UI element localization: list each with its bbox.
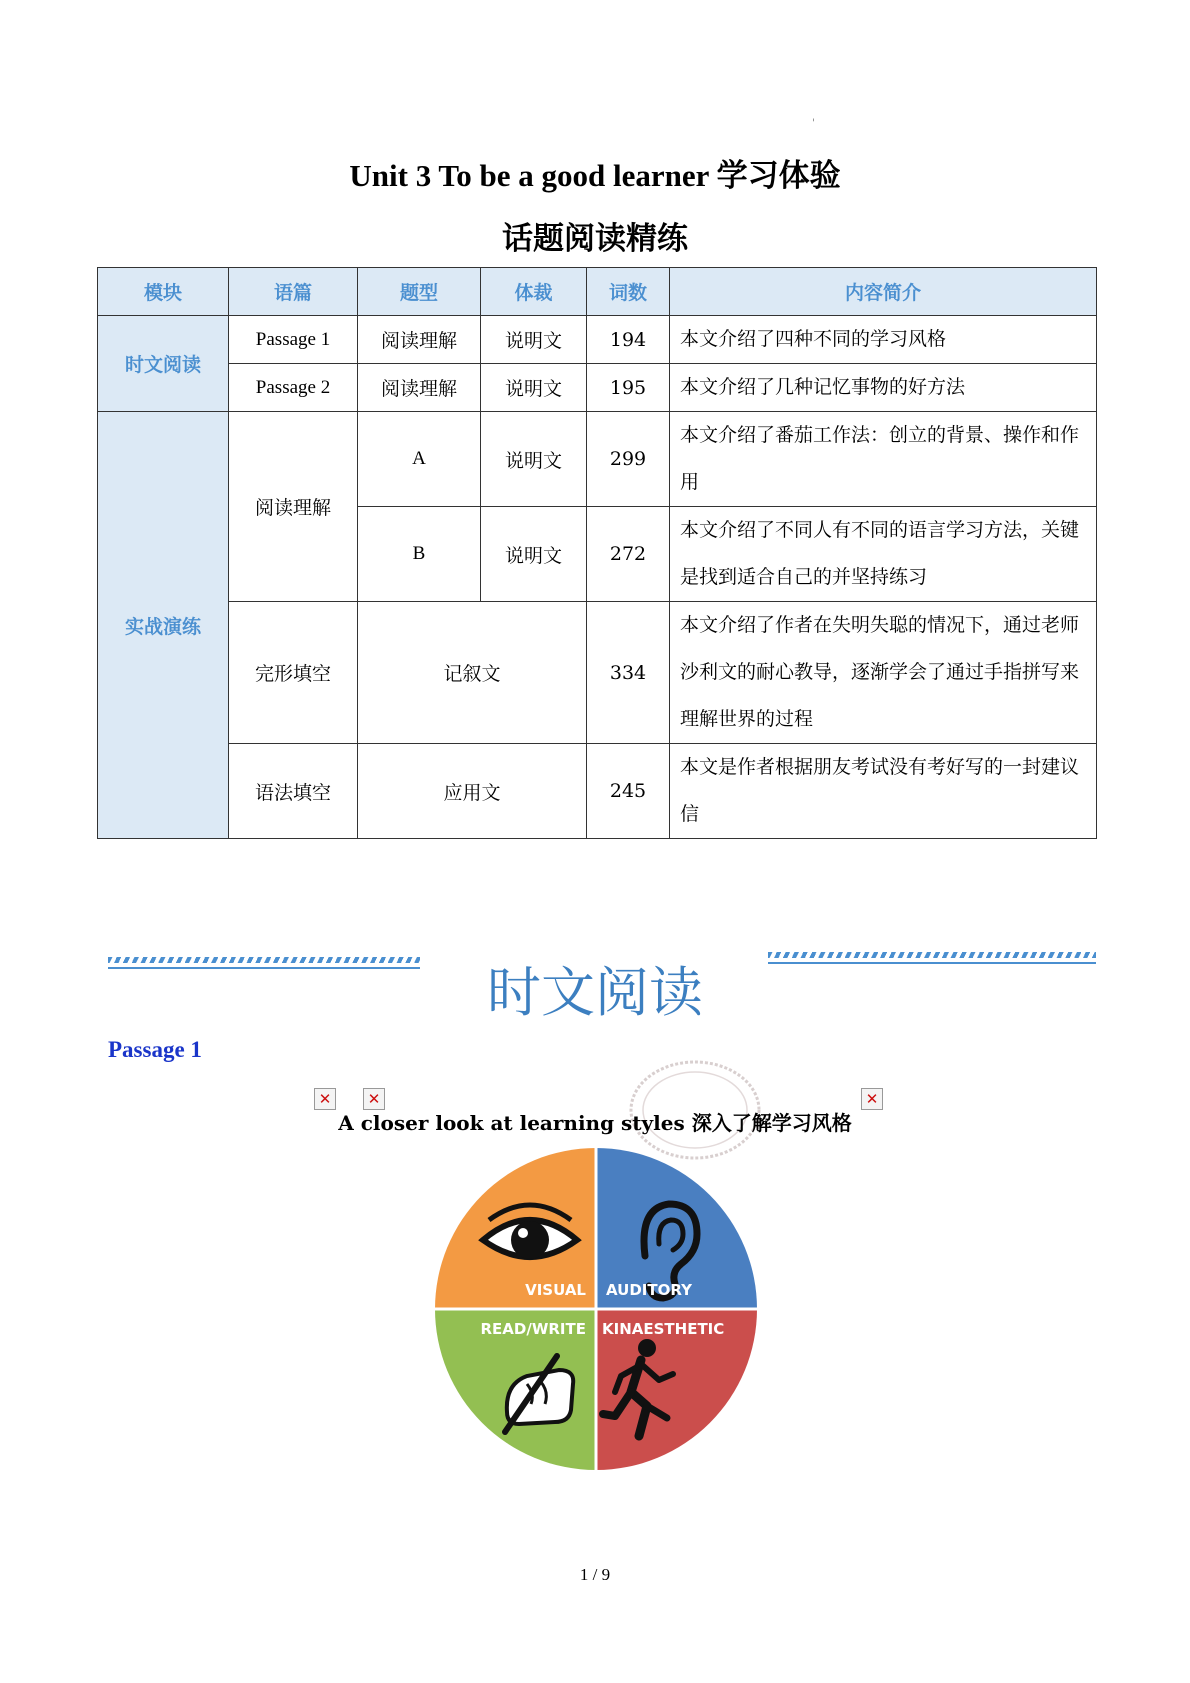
document-subtitle: 话题阅读精练: [502, 221, 688, 257]
header-summary: 内容简介: [670, 268, 1097, 316]
overview-table: [97, 267, 1097, 839]
summary-cell: 本文介绍了番茄工作法：创立的背景、操作和作用: [670, 412, 1097, 507]
learning-styles-wheel: [435, 1148, 757, 1470]
type-cell: B: [358, 507, 481, 602]
broken-image-icon: ✕: [314, 1088, 336, 1110]
summary-cell: 本文介绍了四种不同的学习风格: [670, 316, 1097, 364]
summary-cell: 本文介绍了作者在失明失聪的情况下，通过老师沙利文的耐心教导，逐渐学会了通过手指拼写来理解世界的过程: [670, 602, 1097, 744]
type-cell: A: [358, 412, 481, 507]
type-cell: 阅读理解: [358, 364, 481, 412]
header-question-type: 题型: [358, 268, 481, 316]
summary-cell: 本文介绍了不同人有不同的语言学习方法，关键是找到适合自己的并坚持练习: [670, 507, 1097, 602]
genre-cell: 记叙文: [358, 602, 587, 744]
read-write-label: READ/WRITE: [480, 1320, 586, 1338]
type-cell: 阅读理解: [358, 316, 481, 364]
genre-cell: 说明文: [481, 507, 587, 602]
header-passage: 语篇: [229, 268, 358, 316]
header-module: 模块: [98, 268, 229, 316]
module-cell: 时文阅读: [98, 316, 229, 412]
passage-cell: Passage 2: [229, 364, 358, 412]
summary-cell: 本文介绍了几种记忆事物的好方法: [670, 364, 1097, 412]
passage-cell: 语法填空: [229, 744, 358, 839]
passage-cell: 阅读理解: [229, 412, 358, 602]
visual-label: VISUAL: [525, 1281, 586, 1299]
module-cell: 实战演练: [98, 412, 229, 839]
words-cell: 194: [587, 316, 670, 364]
table-row: [98, 364, 1097, 412]
words-cell: 272: [587, 507, 670, 602]
section-divider-left: [108, 957, 420, 971]
broken-image-icon: ✕: [363, 1088, 385, 1110]
words-cell: 195: [587, 364, 670, 412]
table-row: [98, 412, 1097, 507]
header-word-count: 词数: [587, 268, 670, 316]
table-row: [98, 316, 1097, 364]
auditory-label: AUDITORY: [606, 1281, 692, 1299]
words-cell: 299: [587, 412, 670, 507]
header-genre: 体裁: [481, 268, 587, 316]
table-row: [98, 602, 1097, 744]
genre-cell: 说明文: [481, 316, 587, 364]
words-cell: 334: [587, 602, 670, 744]
words-cell: 245: [587, 744, 670, 839]
table-header-row: [98, 268, 1097, 316]
reading-heading: A closer look at learning styles 深入了解学习风格: [338, 1111, 852, 1135]
passage-cell: 完形填空: [229, 602, 358, 744]
genre-cell: 说明文: [481, 364, 587, 412]
passage-label: Passage 1: [108, 1037, 202, 1062]
summary-cell: 本文是作者根据朋友考试没有考好写的一封建议信: [670, 744, 1097, 839]
page-number: 1 / 9: [579, 1565, 611, 1584]
broken-image-icon: ✕: [861, 1088, 883, 1110]
genre-cell: 说明文: [481, 412, 587, 507]
section-divider-right: [768, 952, 1096, 966]
section-title: 时文阅读: [487, 961, 703, 1024]
kinaesthetic-label: KINAESTHETIC: [602, 1320, 725, 1338]
stray-mark: ': [812, 118, 815, 129]
passage-cell: Passage 1: [229, 316, 358, 364]
genre-cell: 应用文: [358, 744, 587, 839]
document-title: Unit 3 To be a good learner 学习体验: [349, 158, 841, 193]
table-row: [98, 744, 1097, 839]
